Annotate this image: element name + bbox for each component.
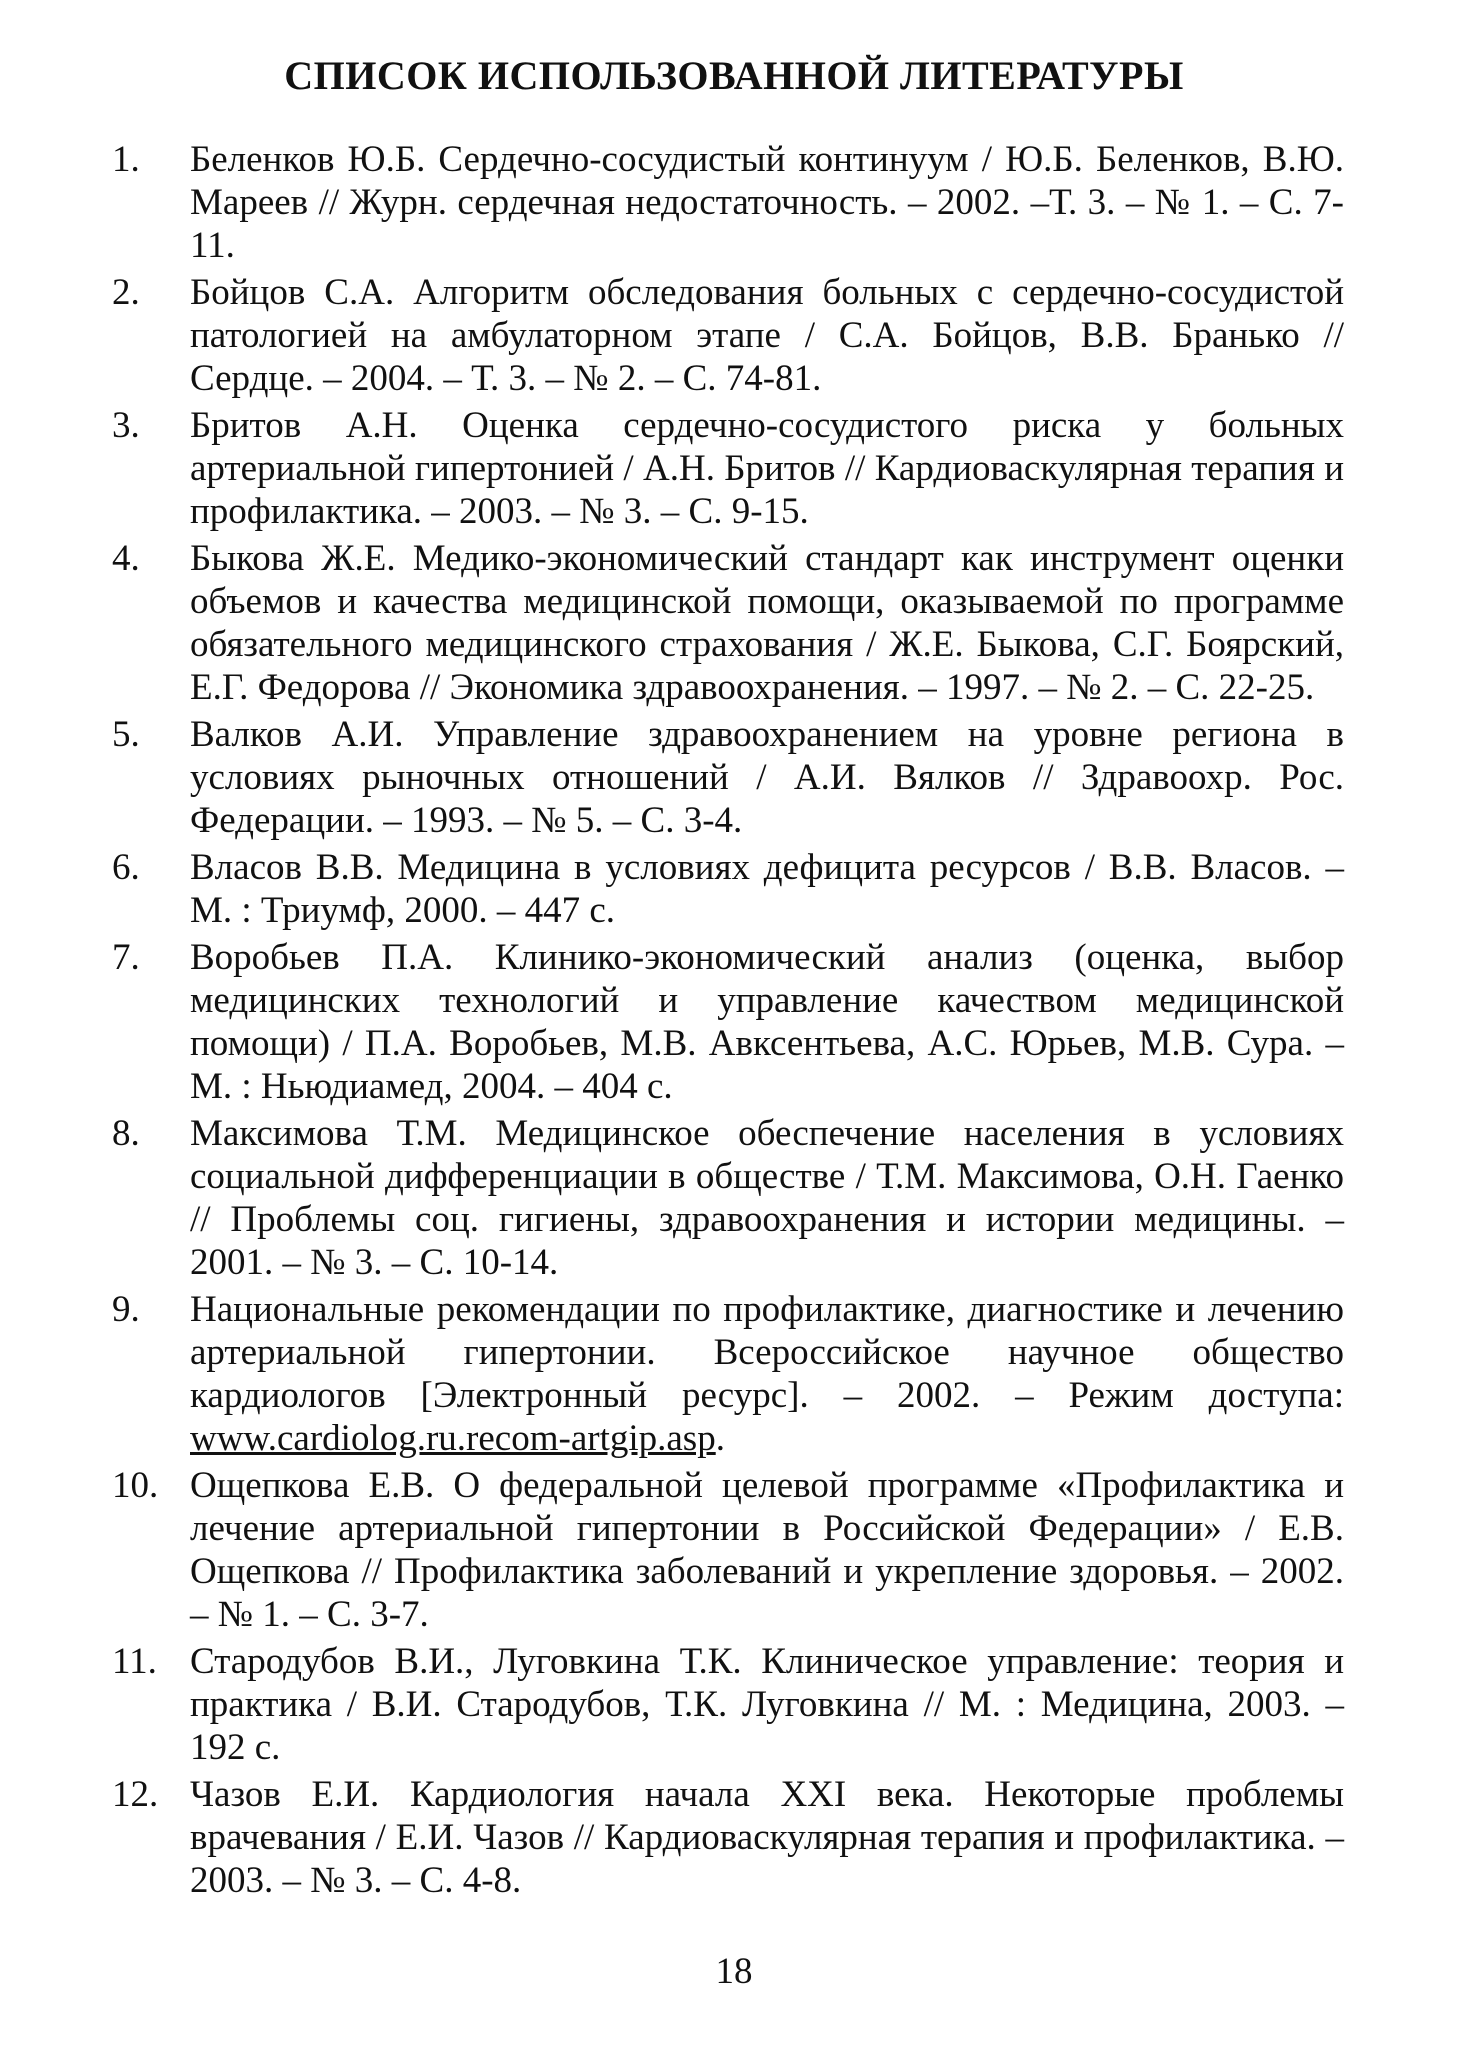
reference-item bbox=[112, 846, 1344, 932]
page-number: 18 bbox=[715, 1951, 753, 1992]
reference-item bbox=[112, 1112, 1344, 1284]
reference-number: 5. bbox=[112, 714, 140, 755]
reference-item bbox=[112, 1640, 1344, 1769]
reference-text-tail: . bbox=[715, 1418, 725, 1459]
reference-text: Ощепкова Е.В. О федеральной целевой программе «Профилактика и лечение артериальной гипертонии в Российской Федерации» / Е.В. Ощепкова // Профилактика заболеваний и укрепление здоровья. – 2002. – № 1. – С. 3-7. bbox=[190, 1465, 1344, 1635]
reference-text: Чазов Е.И. Кардиология начала XXI века. Некоторые проблемы врачевания / Е.И. Чазов // Кардиоваскулярная терапия и профилактика. – 2003. – № 3. – С. 4-8. bbox=[190, 1774, 1344, 1901]
reference-number: 3. bbox=[112, 405, 140, 446]
reference-text: Беленков Ю.Б. Сердечно-сосудистый континуум / Ю.Б. Беленков, В.Ю. Мареев // Журн. сердечная недостаточность. – 2002. –Т. 3. – № 1. – С. 7-11. bbox=[190, 139, 1344, 266]
reference-text: Власов В.В. Медицина в условиях дефицита ресурсов / В.В. Власов. – М. : Триумф, 2000. – 447 с. bbox=[190, 847, 1344, 931]
reference-text: Быкова Ж.Е. Медико-экономический стандарт как инструмент оценки объемов и качества медицинской помощи, оказываемой по программе обязательного медицинского страхования / Ж.Е. Быкова, С.Г. Боярский, Е.Г. Федорова // Экономика здравоохранения. – 1997. – № 2. – С. 22-25. bbox=[190, 538, 1344, 708]
reference-number: 9. bbox=[112, 1289, 140, 1330]
reference-text: Максимова Т.М. Медицинское обеспечение населения в условиях социальной дифференциации в обществе / Т.М. Максимова, О.Н. Гаенко // Проблемы соц. гигиены, здравоохранения и истории медицины. – 2001. – № 3. – С. 10-14. bbox=[190, 1113, 1344, 1283]
reference-number: 4. bbox=[112, 538, 140, 579]
page-title: СПИСОК ИСПОЛЬЗОВАННОЙ ЛИТЕРАТУРЫ bbox=[284, 53, 1184, 98]
reference-item bbox=[112, 1773, 1344, 1902]
reference-item bbox=[112, 404, 1344, 533]
reference-item bbox=[112, 271, 1344, 400]
reference-number: 2. bbox=[112, 272, 140, 313]
reference-text: Бойцов С.А. Алгоритм обследования больных с сердечно-сосудистой патологией на амбулаторном этапе / С.А. Бойцов, В.В. Бранько // Сердце. – 2004. – Т. 3. – № 2. – С. 74-81. bbox=[190, 272, 1344, 399]
reference-item bbox=[112, 1464, 1344, 1636]
reference-text: Бритов А.Н. Оценка сердечно-сосудистого риска у больных артериальной гипертонией / А.Н. Бритов // Кардиоваскулярная терапия и профилактика. – 2003. – № 3. – С. 9-15. bbox=[190, 405, 1344, 532]
reference-item bbox=[112, 1288, 1344, 1460]
reference-number: 7. bbox=[112, 937, 140, 978]
reference-number: 1. bbox=[112, 139, 140, 180]
reference-item bbox=[112, 138, 1344, 267]
reference-text: Валков А.И. Управление здравоохранением на уровне региона в условиях рыночных отношений / А.И. Вялков // Здравоохр. Рос. Федерации. – 1993. – № 5. – С. 3-4. bbox=[190, 714, 1344, 841]
reference-number: 8. bbox=[112, 1113, 140, 1154]
reference-item bbox=[112, 936, 1344, 1108]
reference-number: 10. bbox=[112, 1465, 159, 1506]
reference-number: 6. bbox=[112, 847, 140, 888]
reference-text: Воробьев П.А. Клинико-экономический анализ (оценка, выбор медицинских технологий и управление качеством медицинской помощи) / П.А. Воробьев, М.В. Авксентьева, А.С. Юрьев, М.В. Сура. – М. : Ньюдиамед, 2004. – 404 с. bbox=[190, 937, 1344, 1107]
reference-text: Национальные рекомендации по профилактике, диагностике и лечению артериальной гипертонии. Всероссийское научное общество кардиологов [Электронный ресурс]. – 2002. – Режим доступа: bbox=[190, 1289, 1344, 1416]
reference-text: Стародубов В.И., Луговкина Т.К. Клиническое управление: теория и практика / В.И. Стародубов, Т.К. Луговкина // М. : Медицина, 2003. – 192 с. bbox=[190, 1641, 1344, 1768]
reference-number: 12. bbox=[112, 1774, 159, 1815]
reference-item bbox=[112, 713, 1344, 842]
reference-url-link[interactable]: www.cardiolog.ru.recom-artgip.asp bbox=[190, 1418, 716, 1459]
reference-item bbox=[112, 537, 1344, 709]
reference-list bbox=[112, 138, 1344, 1906]
reference-number: 11. bbox=[112, 1641, 157, 1682]
